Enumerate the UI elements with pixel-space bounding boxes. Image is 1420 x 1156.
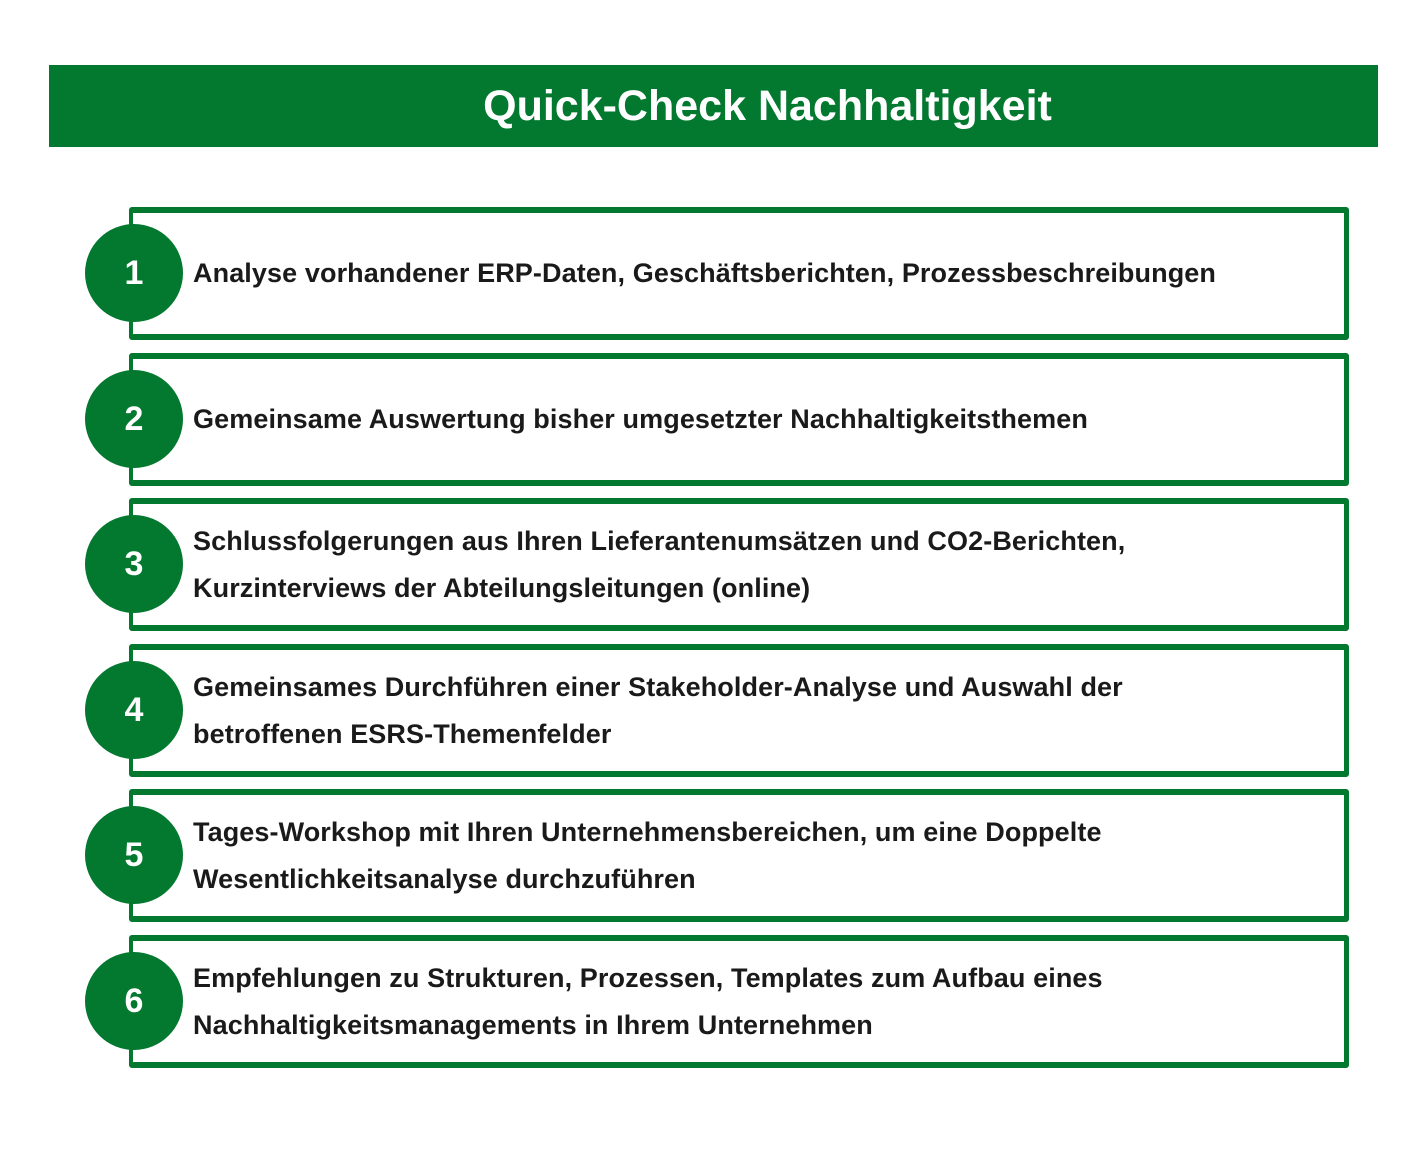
step-number-badge: 2 bbox=[85, 370, 183, 468]
step-description bbox=[193, 353, 1319, 486]
step-item-4 bbox=[124, 644, 1349, 777]
step-description bbox=[193, 789, 1319, 922]
step-description bbox=[193, 644, 1319, 777]
step-text: Empfehlungen zu Strukturen, Prozessen, Templates zum Aufbau eines Nachhaltigkeitsmanagements in Ihrem Unternehmen bbox=[193, 962, 1103, 1040]
step-number-badge: 1 bbox=[85, 224, 183, 322]
step-text: Gemeinsame Auswertung bisher umgesetzter Nachhaltigkeitsthemen bbox=[193, 404, 1088, 434]
step-text: Analyse vorhandener ERP-Daten, Geschäftsberichten, Prozessbeschreibungen bbox=[193, 258, 1217, 288]
step-item-3 bbox=[124, 498, 1349, 631]
step-number-badge: 5 bbox=[85, 806, 183, 904]
step-description bbox=[193, 498, 1319, 631]
step-number-badge: 6 bbox=[85, 952, 183, 1050]
step-description bbox=[193, 935, 1319, 1068]
step-number-badge: 4 bbox=[85, 661, 183, 759]
step-text: Schlussfolgerungen aus Ihren Lieferantenumsätzen und CO2-Berichten, Kurzinterviews der Abteilungsleitungen (online) bbox=[193, 525, 1126, 603]
step-text: Tages-Workshop mit Ihren Unternehmensbereichen, um eine Doppelte Wesentlichkeitsanalyse durchzuführen bbox=[193, 816, 1102, 894]
step-item-6 bbox=[124, 935, 1349, 1068]
step-description bbox=[193, 207, 1319, 340]
step-item-2 bbox=[124, 353, 1349, 486]
step-item-1 bbox=[124, 207, 1349, 340]
step-text: Gemeinsames Durchführen einer Stakeholder-Analyse und Auswahl der betroffenen ESRS-Themenfelder bbox=[193, 671, 1123, 749]
page-title: Quick-Check Nachhaltigkeit bbox=[483, 82, 1052, 130]
step-number-badge: 3 bbox=[85, 515, 183, 613]
step-item-5 bbox=[124, 789, 1349, 922]
